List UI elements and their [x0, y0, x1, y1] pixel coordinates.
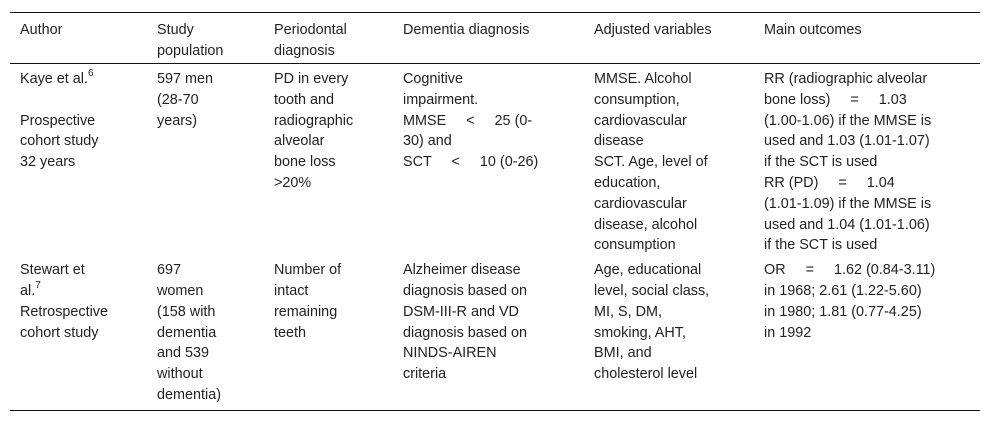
reference-number: 6 [88, 68, 94, 80]
reference-number: 7 [35, 280, 41, 292]
cell-author: Stewart et al.$^7$ Retrospective cohort study [10, 256, 147, 410]
cell-adjusted: MMSE. Alcohol consumption, cardiovascular disease SCT. Age, level of education, cardiovascular disease, alcohol consumption [594, 71, 708, 254]
table-row [10, 64, 980, 257]
cell-population: 697 women (158 with dementia and 539 without dementia) [147, 256, 264, 410]
cell-dementia: Cognitive impairment. MMSE < 25 (0- 30) and SCT < 10 (0-26) [403, 71, 539, 171]
header-periodontal-diagnosis: Periodontal diagnosis [264, 13, 393, 64]
cell-periodontal: Number of intact remaining teeth [264, 256, 393, 410]
cell-author: Kaye et al.$^6$ Prospective cohort study 32 years [10, 64, 147, 257]
studies-table [10, 12, 980, 411]
header-study-population: Study population [147, 13, 264, 64]
cell-population: 597 men (28-70 years) [157, 71, 214, 129]
header-row [10, 13, 980, 64]
header-dementia-diagnosis: Dementia diagnosis [393, 13, 584, 64]
header-author: Author [10, 13, 147, 64]
cell-outcomes: OR = 1.62 (0.84-3.11) in 1968; 2.61 (1.22-5.60) in 1980; 1.81 (0.77-4.25) in 1992 [754, 256, 980, 410]
header-main-outcomes: Main outcomes [754, 13, 980, 64]
table-row [10, 256, 980, 410]
cell-periodontal: PD in every tooth and radiographic alveolar bone loss >20% [274, 71, 354, 191]
cell-adjusted: Age, educational level, social class, MI, S, DM, smoking, AHT, BMI, and cholesterol level [584, 256, 754, 410]
header-adjusted-variables: Adjusted variables [584, 13, 754, 64]
cell-dementia: Alzheimer disease diagnosis based on DSM-III-R and VD diagnosis based on NINDS-AIREN criteria [393, 256, 584, 410]
author-name: al.$^7$ [20, 280, 41, 299]
cell-outcomes: RR (radiographic alveolar bone loss) = 1.03 (1.00-1.06) if the MMSE is used and 1.03 (1.01-1.07) if the SCT is used RR (PD) = 1.04 (1.01-1.09) if the MMSE is used and 1.04 (1.01-1.06) if the SCT is used [764, 71, 932, 254]
author-name: Kaye et al.$^6$ [20, 68, 94, 87]
